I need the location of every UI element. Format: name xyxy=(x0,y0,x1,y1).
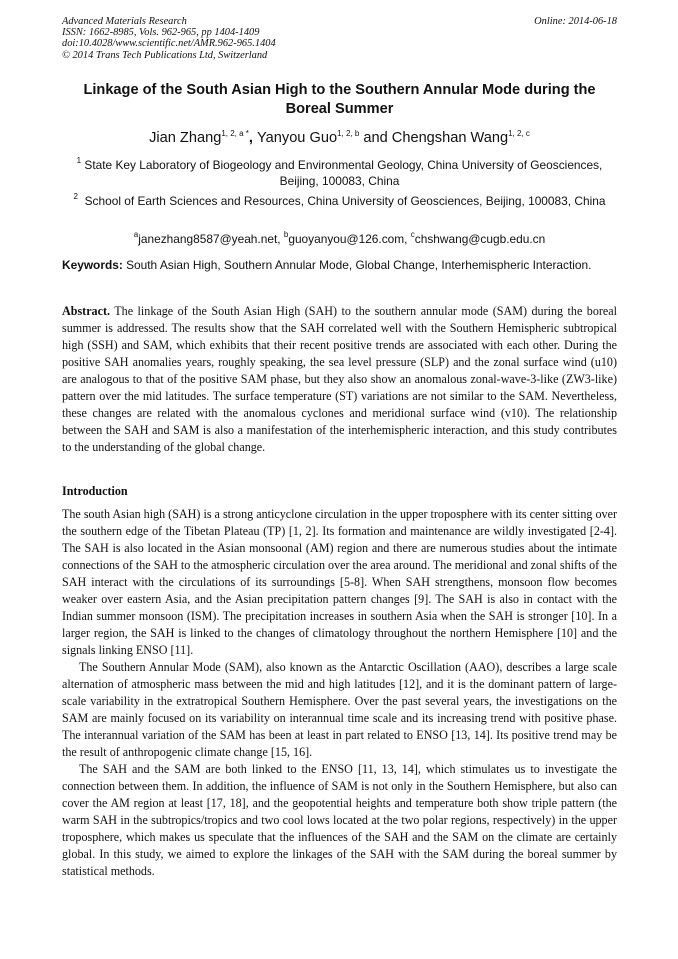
author-name: Chengshan Wang xyxy=(391,130,509,146)
author-superscript: 1, 2, b xyxy=(337,129,360,138)
journal-header xyxy=(62,16,617,61)
copyright: © 2014 Trans Tech Publications Ltd, Switzerland xyxy=(62,49,268,61)
issn: ISSN: 1662-8985, Vols. 962-965, pp 1404-1409 xyxy=(62,27,260,39)
email-link[interactable]: janezhang8587@yeah.net, xyxy=(138,232,284,246)
email-superscript: c xyxy=(410,230,415,239)
author-separator: , xyxy=(248,130,258,146)
keywords-label: Keywords: xyxy=(62,258,123,272)
email-superscript: a xyxy=(133,230,139,239)
abstract-text: The linkage of the South Asian High (SAH) to the southern annular mode (SAM) during the boreal summer is addressed. The results show that the SAH correlated well with the Southern Hemispheric subtropical high (SSH) and SAM, which exhibits that their recent positive trends are associated with each other. During the positive SAH anomalies years, roughly speaking, the sea level pressure (SLP) and the zonal surface wind (u10) are analogous to that of the positive SAM phase, but they also show an anomalous zonal-wave-3-like (ZW3-like) pattern over the mid latitudes. The surface temperature (ST) variations are not similar to the SAM. Nevertheless, these changes are related with the anomalous cyclones and meridional surface wind (v10). The relationship between the SAH and SAM is also a manifestation of the interhemispheric interaction, and this study contributes to the understanding of the global change. xyxy=(62,304,617,454)
affiliation-superscript: 2 xyxy=(73,192,78,201)
affiliation-1 xyxy=(62,157,617,189)
online-date: Online: 2014-06-18 xyxy=(534,16,617,27)
email-link[interactable]: guoyanyou@126.com, xyxy=(288,232,411,246)
doi: doi:10.4028/www.scientific.net/AMR.962-965.1404 xyxy=(62,38,276,50)
keywords-text: South Asian High, Southern Annular Mode, Global Change, Interhemispheric Interaction. xyxy=(122,258,592,272)
affiliation-superscript: 1 xyxy=(76,156,82,165)
author-name: Jian Zhang xyxy=(149,130,222,146)
author-list xyxy=(62,129,617,147)
paragraph: The south Asian high (SAH) is a strong anticyclone circulation in the upper troposphere with its center sitting over the southern edge of the Tibetan Plateau (TP) [1, 2]. Its formation and maintenance are wildly investigated [2-4]. The SAH is also located in the Asian monsoonal (AM) region and there are numerous studies about the intimate connections of the SAH to the atmospheric circulation over the area around. The meridional and zonal shifts of the SAH interact with the circulations of its surroundings [5-8]. When SAH strengthens, monsoon flow becomes weaker over eastern Asia, and the Asian precipitation pattern changes [9]. The SAH is also in contact with the Indian summer monsoon (ISM). The precipitation increases in southern Asia when the SAH is stronger [10]. In a larger region, the SAH is linked to the changes of climatology throughout the northern Hemisphere [10] and the signals linking ENSO [11]. xyxy=(62,507,617,657)
introduction-body xyxy=(62,506,617,880)
author-emails xyxy=(62,231,617,247)
email-superscript: b xyxy=(283,230,289,239)
author-superscript: 1, 2, a * xyxy=(221,129,249,138)
paper-title: Linkage of the South Asian High to the Southern Annular Mode during the Boreal Summer xyxy=(83,82,596,117)
email-link[interactable]: chshwang@cugb.edu.cn xyxy=(414,232,546,246)
section-heading-introduction: Introduction xyxy=(62,484,128,498)
journal-name: Advanced Materials Research xyxy=(62,16,187,27)
affiliation-text: State Key Laboratory of Biogeology and Environmental Geology, China University of Geosciences, Beijing, 100083, China xyxy=(81,158,603,188)
affiliation-2 xyxy=(62,193,617,209)
author-superscript: 1, 2, c xyxy=(508,129,530,138)
abstract-label: Abstract. xyxy=(62,304,111,318)
paragraph: The Southern Annular Mode (SAM), also known as the Antarctic Oscillation (AAO), describes a large scale alternation of atmospheric mass between the mid and high latitudes [12], and it is the dominant pattern of large-scale variability in the extratropical Southern Hemisphere. Over the past several years, the investigations on the SAM are mainly focused on its variability on interannual time scale and its increasing trend with positive phase. The interannual variation of the SAM has been at least in part related to ENSO [13, 14]. Its positive trend may be the result of anthropogenic climate change [15, 16]. xyxy=(62,660,617,759)
affiliation-text: School of Earth Sciences and Resources, China University of Geosciences, Beijing, 100083, China xyxy=(78,194,606,208)
keywords xyxy=(62,258,617,273)
author-name: Yanyou Guo xyxy=(257,130,338,146)
abstract xyxy=(62,303,617,456)
paragraph: The SAH and the SAM are both linked to the ENSO [11, 13, 14], which stimulates us to investigate the connection between them. In addition, the influence of SAM is not only in the Southern Hemisphere, but also can cover the AM region at least [17, 18], and the geopotential heights and temperature both show triple pattern (the warm SAH in the subtropics/tropics and two cool lows located at the two polar regions, respectively) in the upper troposphere, which makes us speculate that the influences of the SAH and the SAM on the climate are certainly global. In this study, we aimed to explore the linkages of the SAH with the SAM during the boreal summer by statistical methods. xyxy=(62,762,617,878)
author-separator: and xyxy=(359,130,392,146)
